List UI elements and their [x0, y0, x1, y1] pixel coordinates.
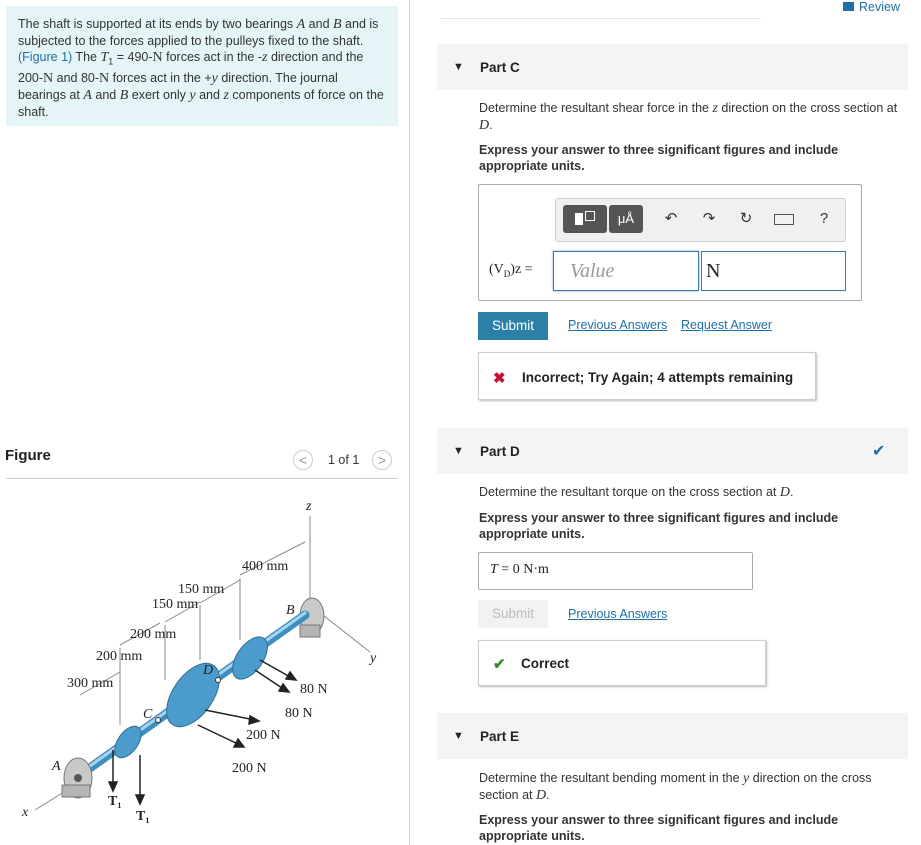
force-80n-label-2: 80 N [285, 706, 313, 721]
force-200n-label-2: 200 N [232, 761, 267, 776]
review-link[interactable]: Review [843, 0, 900, 14]
point-a-label: A [52, 759, 61, 774]
review-icon [843, 2, 854, 11]
bearing-a-hole [74, 774, 82, 782]
collapse-d-icon: ▼ [453, 445, 464, 457]
force-200n-head-2 [234, 739, 244, 747]
force-200n-head-1 [249, 716, 259, 724]
math-toolbar [555, 198, 846, 242]
correct-icon: ✔ [493, 656, 506, 673]
collapse-c-icon: ▼ [453, 61, 464, 73]
part-c-label: Part C [480, 60, 520, 75]
dim-300-label: 300 mm [67, 676, 114, 691]
point-b-label: B [286, 603, 295, 618]
y-axis-label: y [370, 651, 377, 666]
units-input[interactable]: N [701, 251, 846, 291]
part-c-previous-answers-link[interactable]: Previous Answers [568, 318, 668, 332]
part-d-answer [478, 552, 753, 590]
part-c-answer-box [478, 184, 862, 301]
incorrect-icon: ✖ [493, 370, 506, 387]
keyboard-icon[interactable] [772, 205, 796, 233]
point-d-label: D [203, 663, 214, 678]
column-divider [409, 0, 410, 845]
force-200n-label-1: 200 N [246, 728, 281, 743]
force-80n-head-1 [286, 672, 296, 680]
dim-150a-label: 150 mm [178, 582, 225, 597]
part-d-feedback [478, 640, 766, 686]
dim-200b-label: 200 mm [96, 649, 143, 664]
force-t1-label-1: $T_1$ [108, 794, 122, 810]
part-d-instructions: Express your answer to three significant figures and include appropriate units. [479, 511, 839, 541]
next-figure-button[interactable]: > [372, 450, 392, 470]
bearing-b-base [300, 625, 320, 637]
part-d-answer-text: T = 0 N·m [490, 562, 549, 577]
force-80n-arrow-1 [260, 660, 292, 678]
figure-divider [6, 478, 398, 479]
point-d-marker [216, 678, 221, 683]
shaft-figure [0, 480, 405, 845]
part-c-feedback-text: Incorrect; Try Again; 4 attempts remaining [522, 370, 794, 385]
part-c-question: Determine the resultant shear force in the z direction on the cross section at D. [479, 101, 898, 133]
request-answer-link[interactable]: Request Answer [681, 318, 773, 332]
dim-150b-label: 150 mm [152, 597, 199, 612]
force-200n-arrow-2 [198, 725, 240, 745]
undo-icon[interactable]: ↶ [664, 210, 678, 227]
value-input[interactable]: Value [553, 251, 699, 291]
figure-title: Figure [5, 447, 51, 464]
reset-icon[interactable]: ↻ [739, 210, 753, 227]
completed-check-icon: ✔ [872, 443, 886, 460]
dim-400-label: 400 mm [242, 559, 289, 574]
part-c-feedback [478, 352, 816, 400]
templates-button[interactable] [563, 205, 607, 233]
figure-link[interactable]: (Figure 1) [18, 50, 73, 64]
force-80n-head-2 [279, 684, 289, 692]
part-d-label: Part D [480, 444, 520, 459]
dim-200a-label: 200 mm [130, 627, 177, 642]
part-e-question: Determine the resultant bending moment in the y direction on the cross section at D. [479, 771, 872, 803]
part-d-previous-answers-link[interactable]: Previous Answers [568, 607, 668, 621]
force-t1-head-2 [136, 795, 144, 804]
part-e-instructions: Express your answer to three significant figures and include appropriate units. [479, 813, 839, 843]
part-c-submit-button[interactable]: Submit [478, 312, 548, 340]
bearing-a-base [62, 785, 90, 797]
pulley-200n [156, 654, 230, 736]
prev-figure-button[interactable]: < [293, 450, 313, 470]
force-t1-label-2: $T_1$ [136, 809, 150, 825]
part-d-header[interactable] [437, 428, 908, 474]
point-c-label: C [143, 707, 153, 722]
part-d-feedback-text: Correct [521, 656, 570, 671]
point-c-marker [156, 718, 161, 723]
part-c-instructions: Express your answer to three significant figures and include appropriate units. [479, 143, 839, 173]
part-e-header[interactable] [437, 713, 908, 759]
force-200n-arrow-1 [205, 710, 255, 720]
collapse-e-icon: ▼ [453, 730, 464, 742]
force-t1-head-1 [109, 782, 117, 791]
redo-icon[interactable]: ↷ [702, 210, 716, 227]
problem-statement: The shaft is supported at its ends by two bearings A and B and is subjected to the forces applied to the pulleys fixed to the shaft. (Figure 1) The $T_1 = 490-N$ forces act in the -z direction and the 200-N and 80-N forces act in the +y direction. The journal bearings at A and B exert only y and z components of force on the shaft. [18, 17, 384, 119]
figure-pager: 1 of 1 [328, 453, 360, 467]
part-d-question: Determine the resultant torque on the cross section at D. [479, 485, 794, 500]
z-axis-label: z [306, 499, 312, 514]
units-button[interactable]: μÅ [609, 205, 643, 233]
force-80n-label-1: 80 N [300, 682, 328, 697]
part-e-label: Part E [480, 729, 520, 744]
part-d-submit-button[interactable]: Submit [478, 600, 548, 628]
help-button[interactable]: ? [819, 210, 829, 227]
answer-label-vdz: $(V_D)z$ = [489, 262, 533, 279]
part-c-header[interactable] [437, 44, 908, 90]
top-rule [441, 18, 761, 19]
x-axis-label: x [22, 805, 29, 820]
